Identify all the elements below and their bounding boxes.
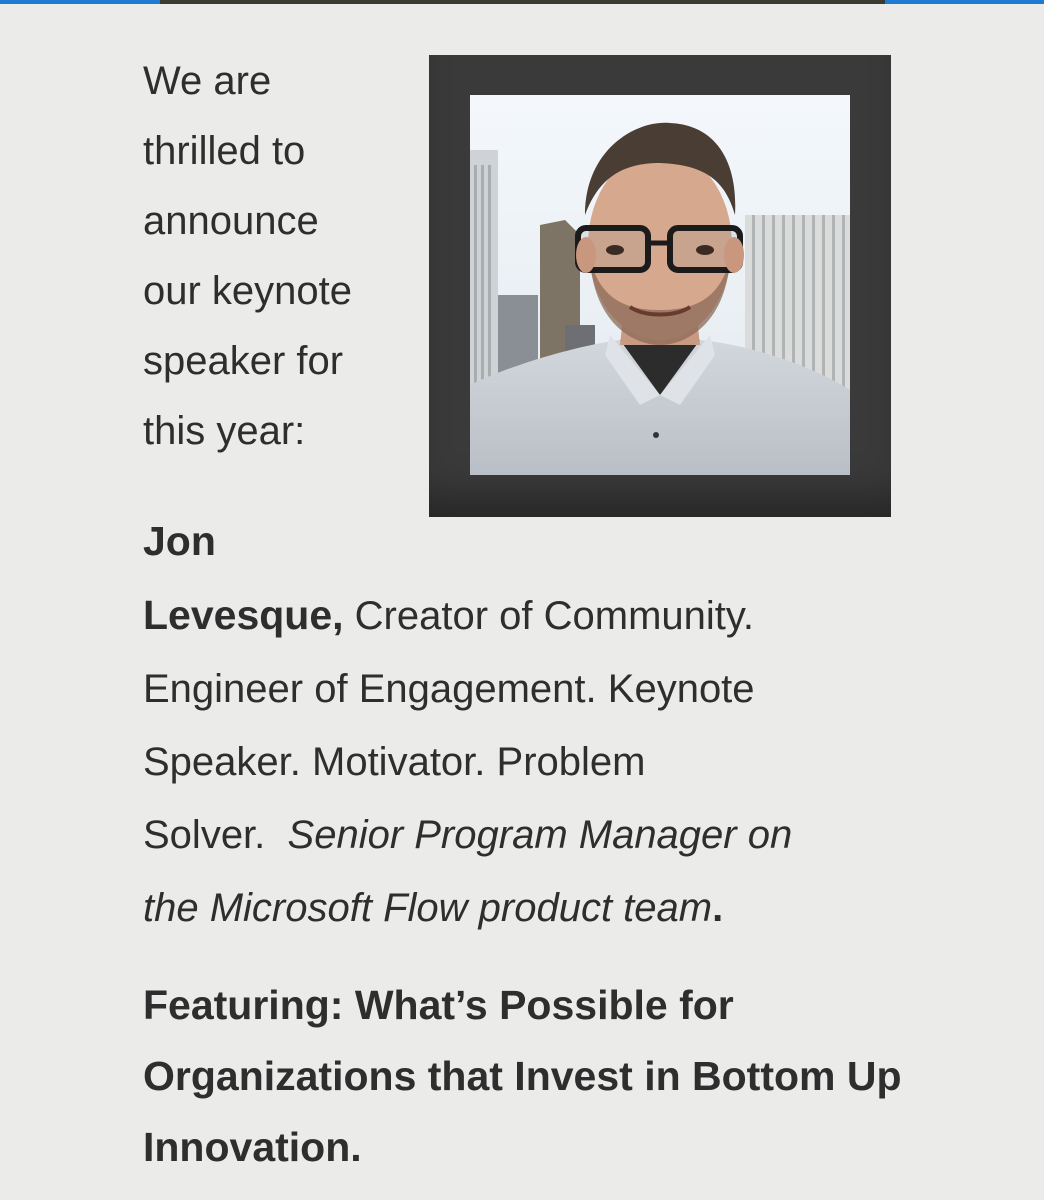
- intro-line: this year:: [143, 409, 306, 453]
- speaker-bio: [143, 505, 903, 945]
- intro-text: [143, 46, 413, 466]
- speaker-last-name: Levesque,: [143, 592, 344, 638]
- intro-line: speaker for: [143, 339, 344, 383]
- intro-line: announce: [143, 199, 319, 243]
- intro-line: We are: [143, 59, 272, 103]
- intro-line: thrilled to: [143, 129, 306, 173]
- role-period: .: [712, 886, 724, 930]
- speaker-photo: [470, 95, 850, 475]
- banner-image-edge: [160, 0, 885, 4]
- tagline-part: Solver.: [143, 813, 288, 857]
- tagline-part: Engineer of Engagement. Keynote: [143, 667, 755, 711]
- featuring-text: Featuring: What’s Possible for Organizations that Invest in Bottom Up Innovation.: [143, 982, 902, 1170]
- tagline-part: Speaker. Motivator. Problem: [143, 740, 646, 784]
- speaker-role: the Microsoft Flow product team: [143, 886, 713, 930]
- speaker-role: Senior Program Manager on: [287, 813, 793, 857]
- speaker-photo-frame: [429, 55, 891, 517]
- top-bar: [0, 0, 1044, 4]
- intro-line: our keynote: [143, 269, 353, 313]
- tagline-part: Creator of Community.: [343, 594, 755, 638]
- speaker-first-name: Jon: [143, 518, 216, 564]
